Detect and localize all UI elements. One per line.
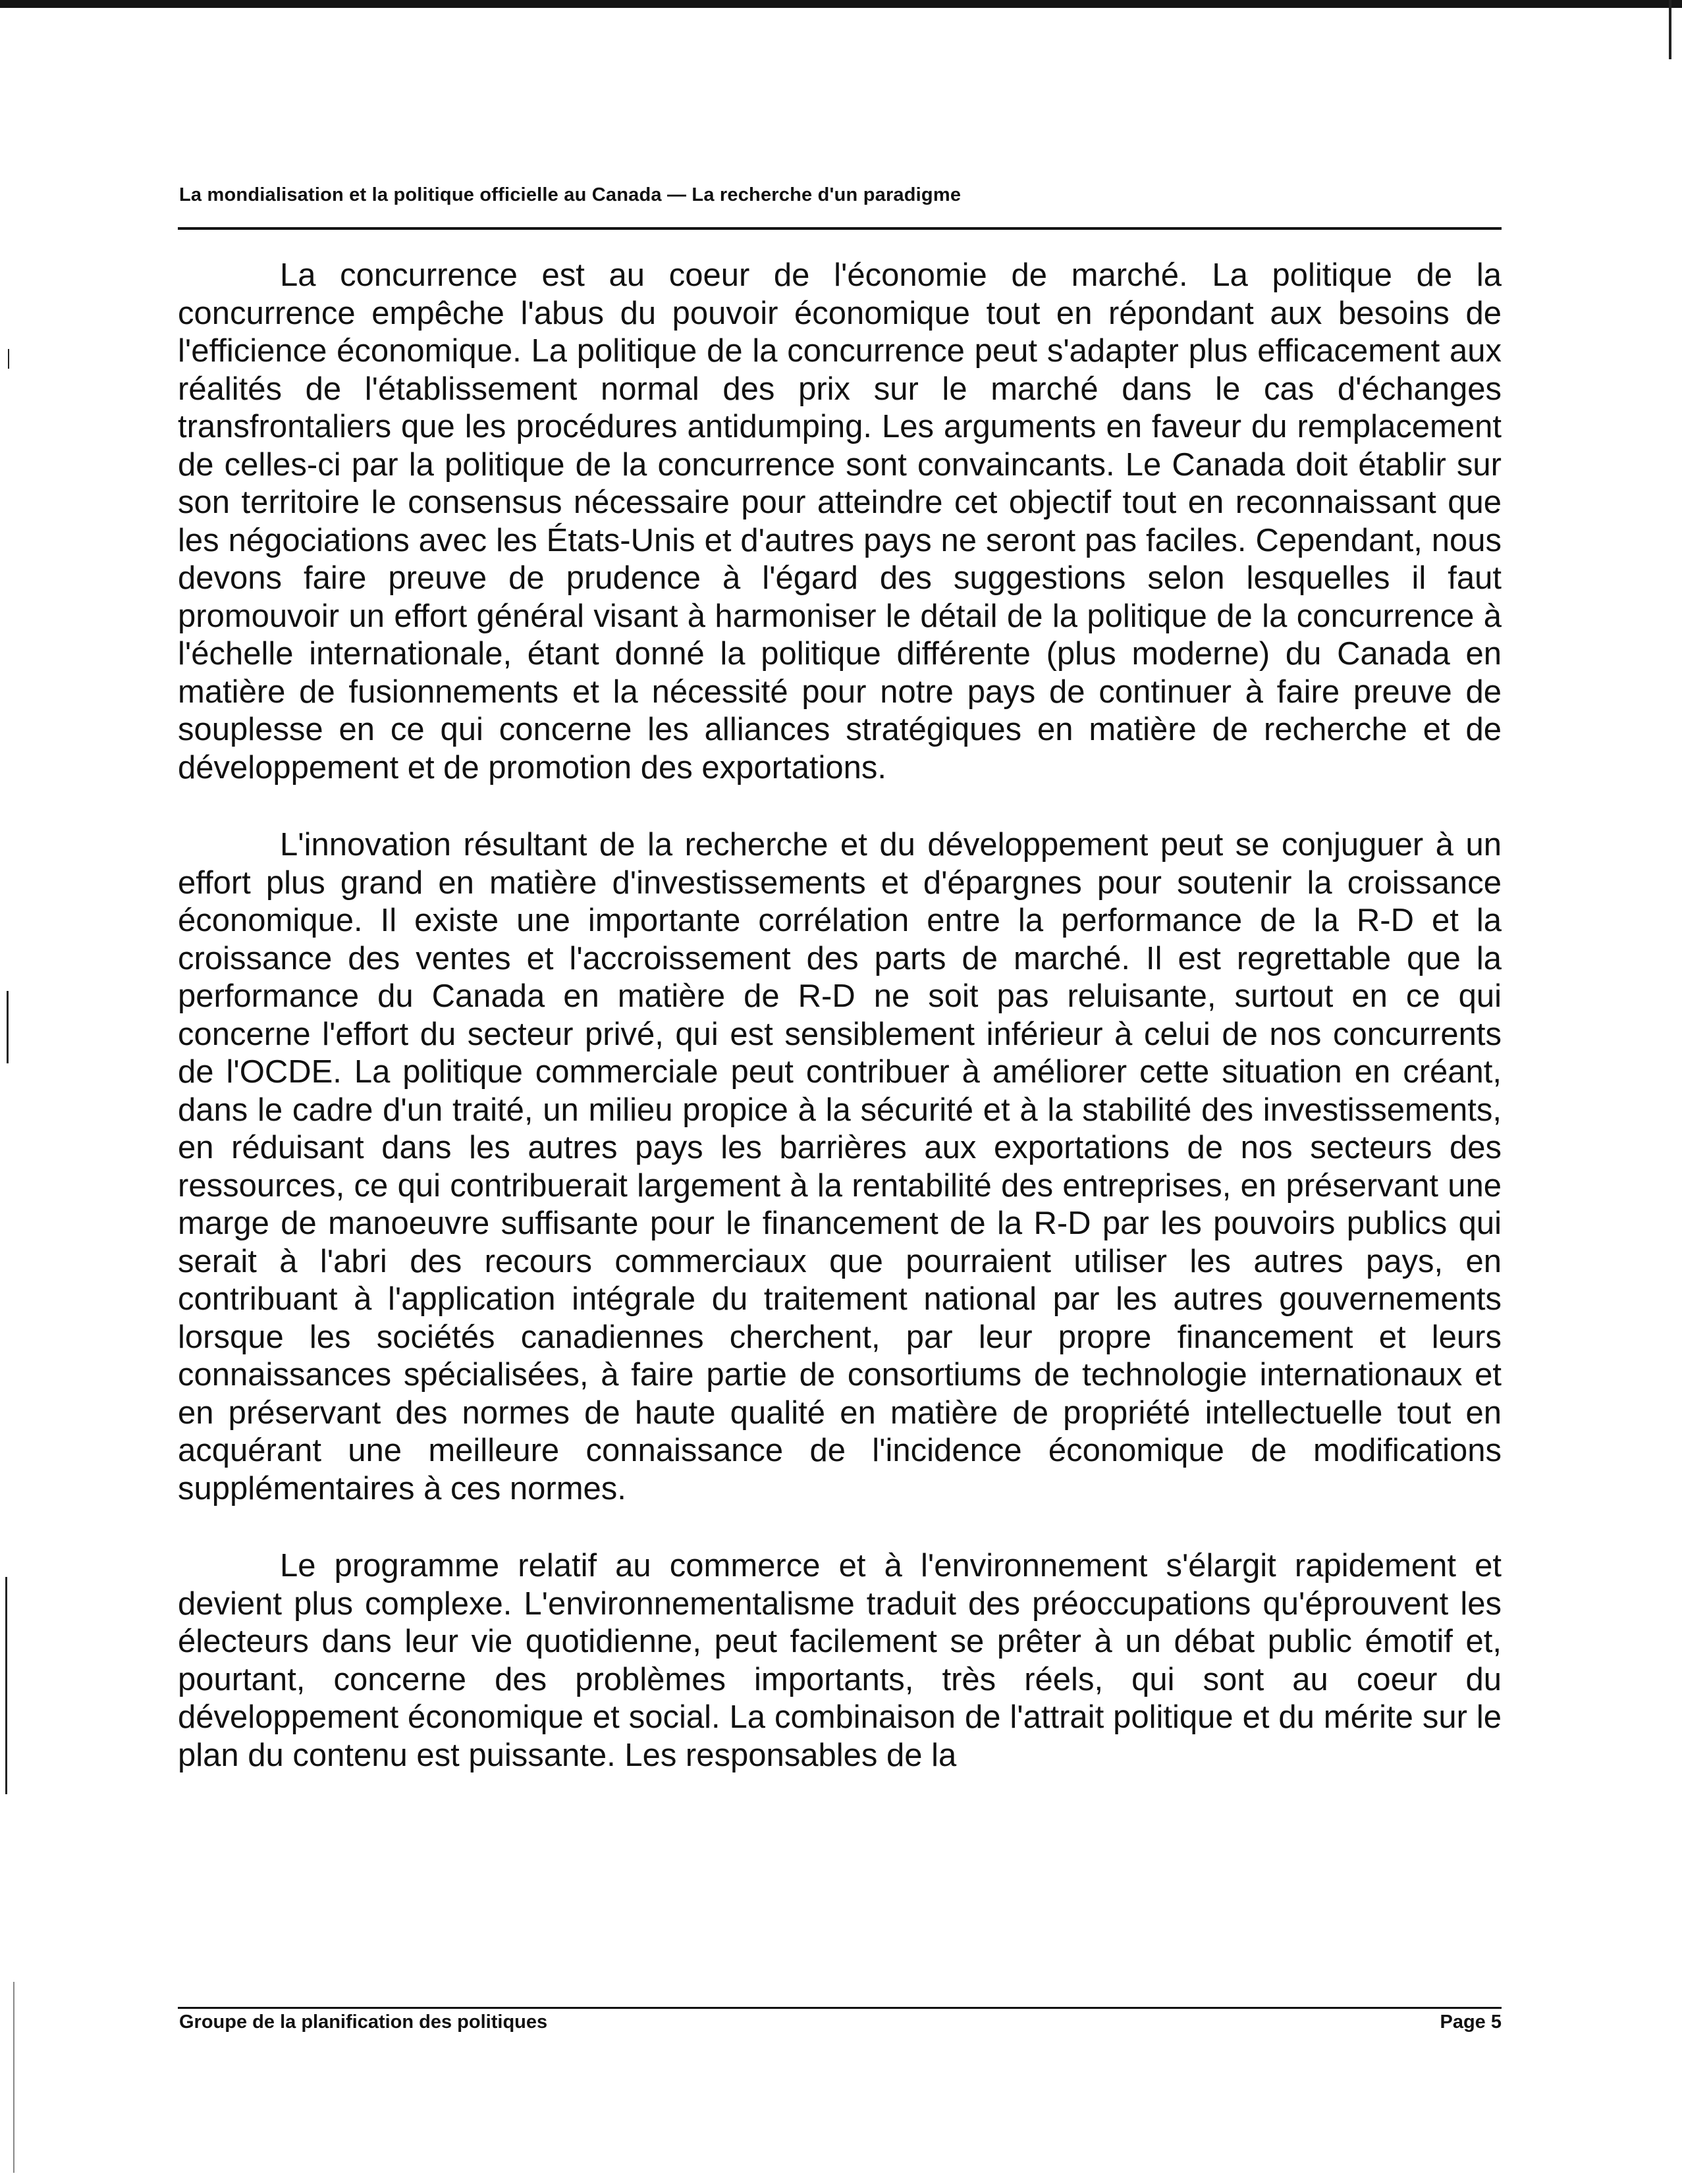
running-header: La mondialisation et la politique officielle au Canada — La recherche d'un paradigme <box>179 184 962 205</box>
body-text <box>178 257 1502 1814</box>
paragraph-innovation: L'innovation résultant de la recherche et du développement peut se conjuguer à un effort plus grand en matière d'investissements et d'épargnes pour soutenir la croissance économique. Il existe une importante corrélation entre la performance de la R-D et la croissance des ventes et l'accroissement des parts de marché. Il est regrettable que la performance du Canada en matière de R-D ne soit pas reluisante, surtout en ce qui concerne l'effort du secteur privé, qui est sensiblement inférieur à celui de nos concurrents de l'OCDE. La politique commerciale peut contribuer à améliorer cette situation en créant, dans le cadre d'un traité, un milieu propice à la sécurité et à la stabilité des investissements, en réduisant dans les autres pays les barrières aux exportations de nos secteurs des ressources, ce qui contribuerait largement à la rentabilité des entreprises, en préservant une marge de manoeuvre suffisante pour le financement de la R-D par les pouvoirs publics qui serait à l'abri des recours commerciaux que pourraient utiliser les autres pays, en contribuant à l'application intégrale du traitement national par les autres gouvernements lorsque les sociétés canadiennes cherchent, par leur propre financement et leurs connaissances spécialisées, à faire partie de consortiums de technologie internationaux et en préservant des normes de haute qualité en matière de propriété intellectuelle tout en acquérant une meilleure connaissance de l'incidence économique de modifications supplémentaires à ces normes. <box>178 827 1502 1506</box>
paragraph-competition: La concurrence est au coeur de l'économie de marché. La politique de la concurrence empêche l'abus du pouvoir économique tout en répondant aux besoins de l'efficience économique. La politique de la concurrence peut s'adapter plus efficacement aux réalités de l'établissement normal des prix sur le marché dans le cas d'échanges transfrontaliers que les procédures antidumping. Les arguments en faveur du remplacement de celles-ci par la politique de la concurrence sont convaincants. Le Canada doit établir sur son territoire le consensus nécessaire pour atteindre cet objectif tout en reconnaissant que les négociations avec les États-Unis et d'autres pays ne seront pas faciles. Cependant, nous devons faire preuve de prudence à l'égard des suggestions selon lesquelles il faut promouvoir un effort général visant à harmoniser le détail de la politique de la concurrence à l'échelle internationale, étant donné la politique différente (plus moderne) du Canada en matière de fusionnements et la nécessité pour notre pays de continuer à faire preuve de souplesse en ce qui concerne les alliances stratégiques en matière de recherche et de développement et de promotion des exportations. <box>178 257 1502 786</box>
scan-mark <box>1669 0 1671 59</box>
header-rule <box>178 227 1502 230</box>
scan-mark <box>7 991 9 1063</box>
footer-group-name: Groupe de la planification des politiques <box>179 2011 548 2033</box>
scan-mark <box>5 1577 7 1794</box>
top-border <box>0 0 1682 8</box>
scan-mark <box>13 1982 14 2173</box>
scan-mark <box>8 349 9 369</box>
footer-rule <box>178 2007 1502 2009</box>
paragraph-environment: Le programme relatif au commerce et à l'environnement s'élargit rapidement et devient plus complexe. L'environnementalisme traduit des préoccupations qu'éprouvent les électeurs dans leur vie quotidienne, peut facilement se prêter à un débat public émotif et, pourtant, concerne des problèmes importants, très réels, qui sont au coeur du développement économique et social. La combinaison de l'attrait politique et du mérite sur le plan du contenu est puissante. Les responsables de la <box>178 1548 1502 1773</box>
footer-page-number: Page 5 <box>1440 2011 1502 2033</box>
